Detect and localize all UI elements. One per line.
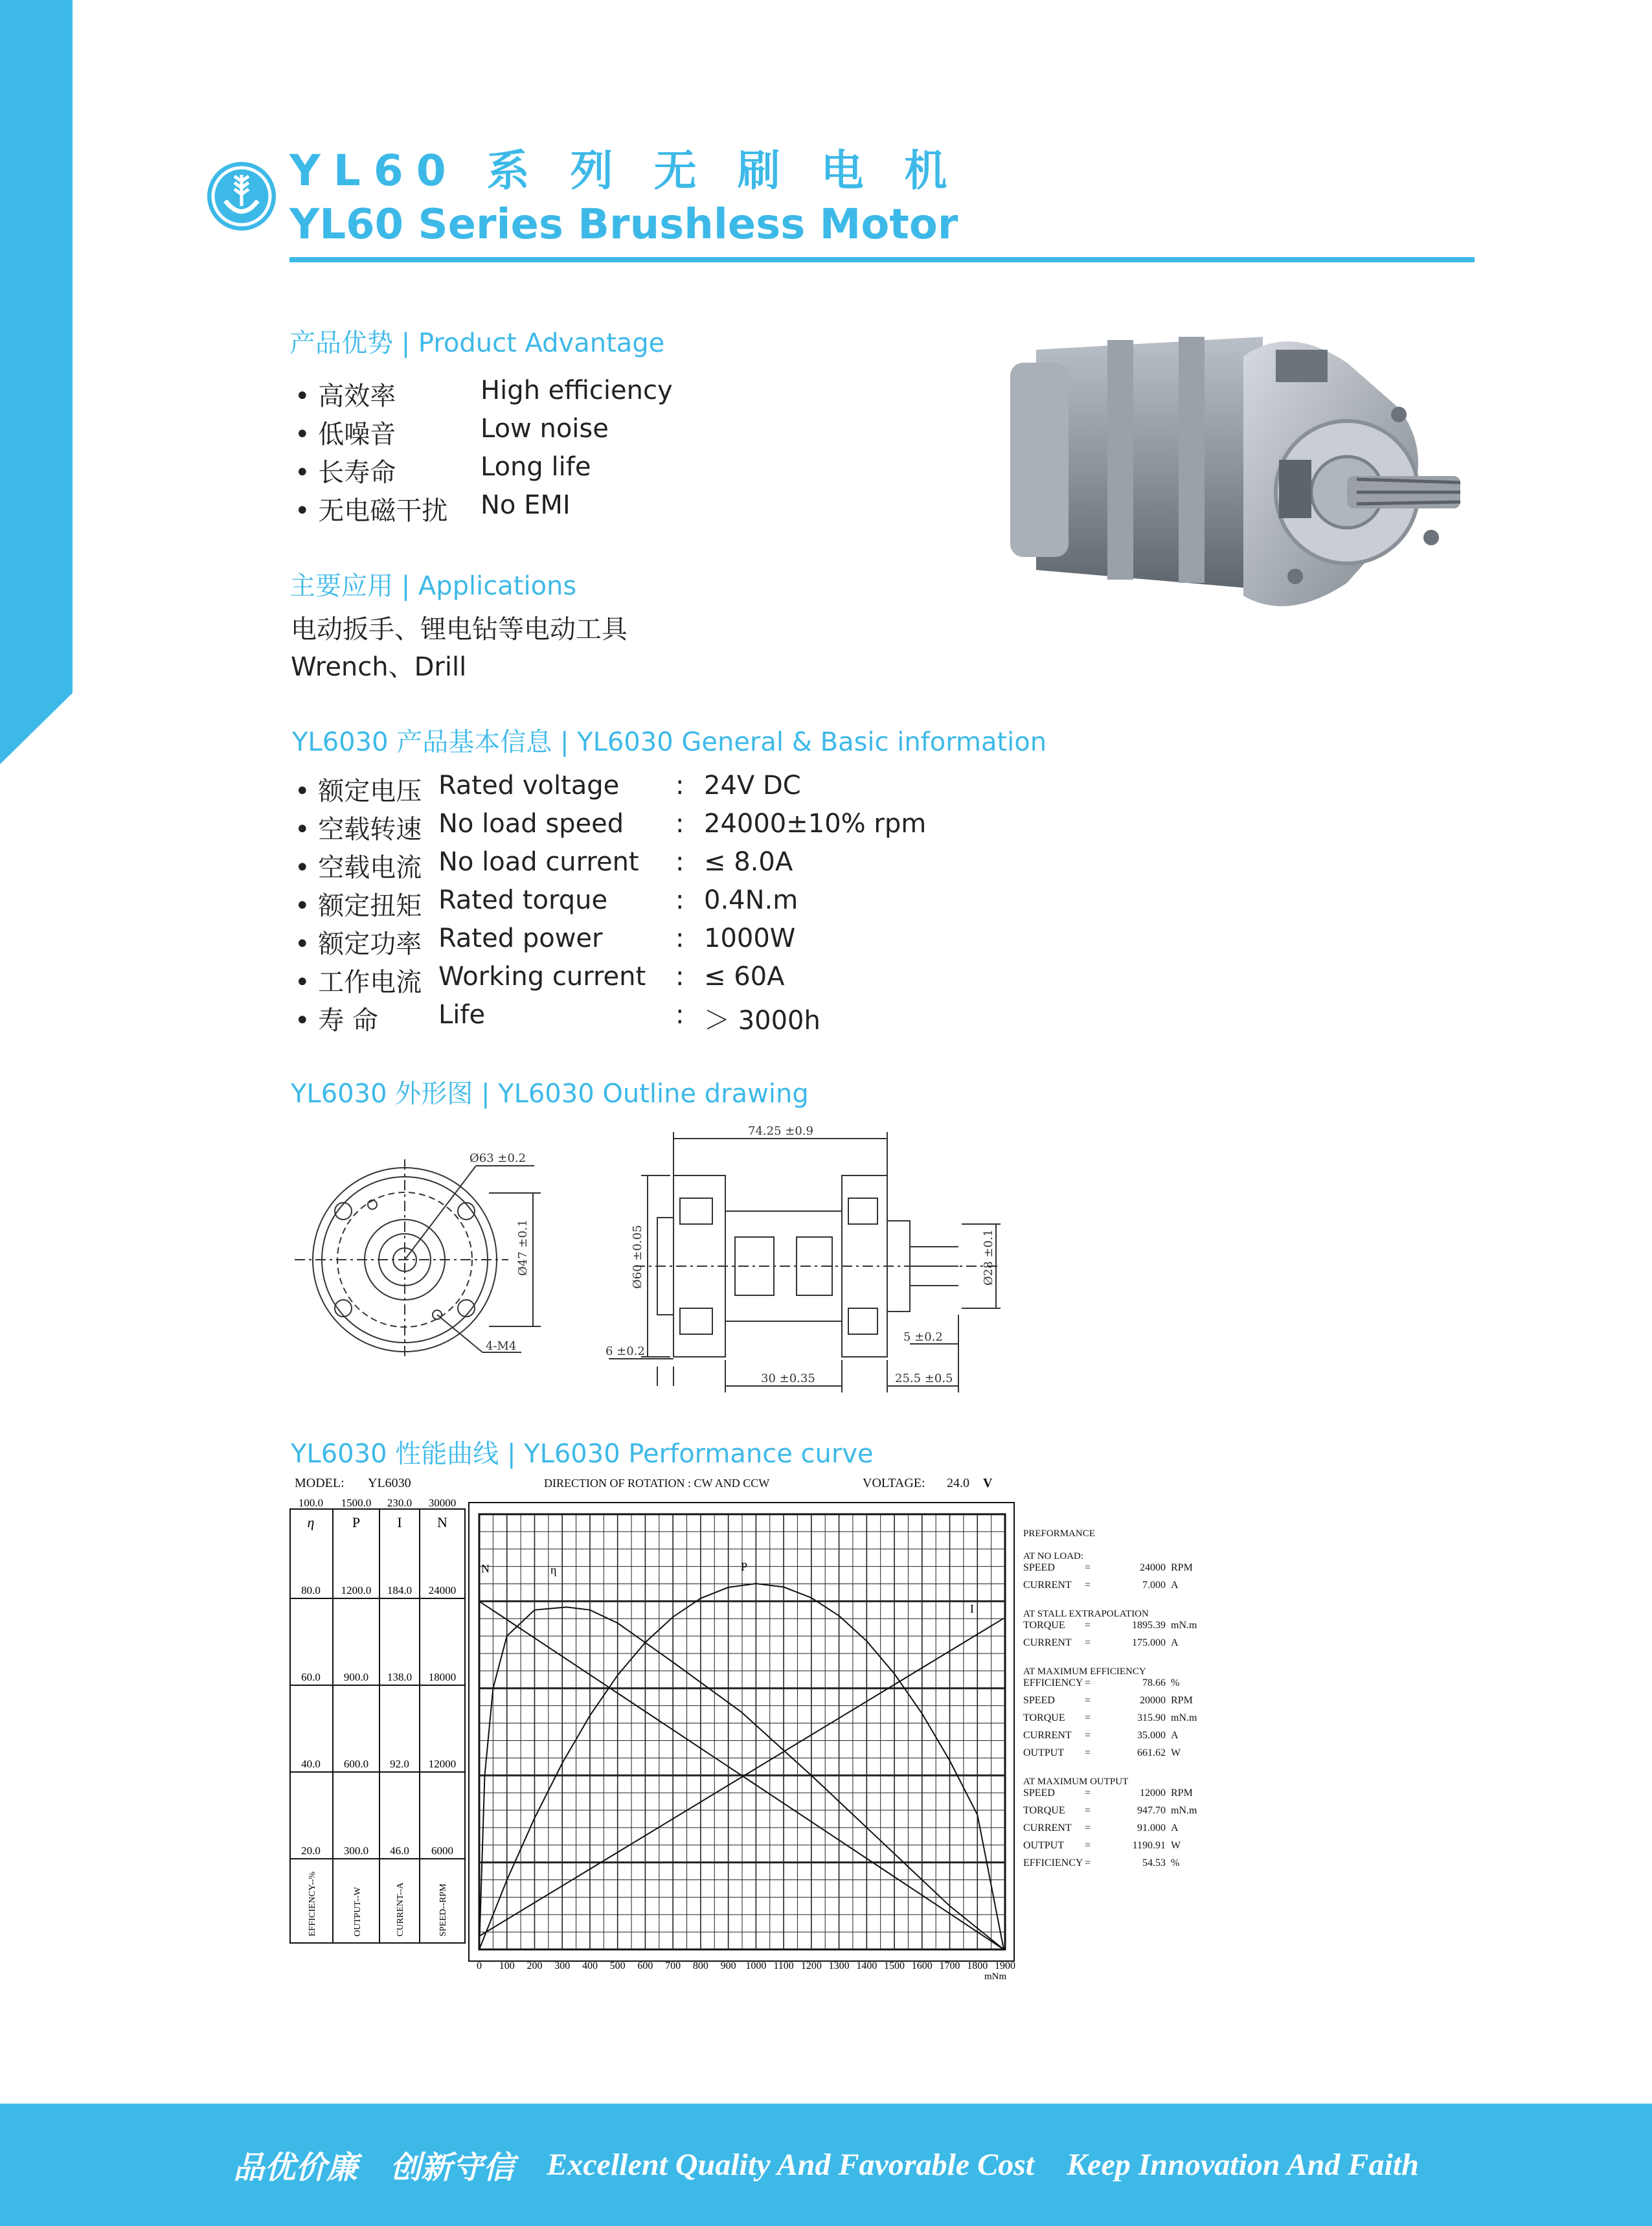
perf-row: OUTPUT = 661.62 W (1023, 1747, 1181, 1758)
x-tick-label: 800 (692, 1960, 708, 1971)
spec-list: • 额定电压 Rated voltage : 24V DC • 空载转速 No load speed : 24000±10% rpm • 空载电流 No load current : ≤ 8.0A • 额定扭矩 Rated torque : 0.4N.m • 额定功率 Rated power : 1000W • 工作电流 Working current : ≤ 60A • 寿 命 Life : ＞ 3000h (295, 771, 927, 1036)
svg-text:30000: 30000 (428, 1497, 457, 1509)
svg-text:12000: 12000 (428, 1758, 457, 1770)
company-logo-icon (206, 161, 277, 232)
dim-label: 25.5 ±0.5 (895, 1372, 953, 1385)
perf-group-no-load: AT NO LOAD: SPEED = 24000 RPM CURRENT = 7.000 A (1023, 1551, 1217, 1597)
svg-text:46.0: 46.0 (390, 1845, 409, 1857)
x-tick-label: 1200 (800, 1960, 822, 1971)
x-tick-labels (477, 1960, 1015, 1971)
svg-text:SPEED--RPM: SPEED--RPM (438, 1883, 448, 1936)
svg-text:1500.0: 1500.0 (341, 1497, 372, 1509)
section-title-advantage: 产品优势 | Product Advantage (289, 328, 665, 358)
curve-p (479, 1584, 1004, 1949)
svg-text:I: I (397, 1514, 402, 1530)
dim-label: Ø47 ±0.1 (516, 1219, 530, 1276)
x-tick-label: 1600 (911, 1960, 933, 1971)
x-tick-label: 1000 (745, 1960, 767, 1971)
perf-row: CURRENT = 35.000 A (1023, 1730, 1179, 1741)
footer-slogan-en-1: Excellent Quality And Favorable Cost (547, 2148, 1035, 2182)
performance-summary (1023, 1528, 1217, 1875)
svg-text:EFFICIENCY--%: EFFICIENCY--% (308, 1871, 317, 1936)
curve-i (479, 1618, 1004, 1936)
section-title-outline: YL6030 外形图 | YL6030 Outline drawing (291, 1079, 809, 1109)
svg-text:80.0: 80.0 (301, 1584, 321, 1596)
outline-side-view (596, 1120, 1010, 1392)
x-tick-label: 0 (477, 1960, 482, 1971)
curve-efficiency (479, 1607, 1004, 1949)
performance-curves (479, 1584, 1004, 1949)
perf-group-stall: AT STALL EXTRAPOLATION TORQUE = 1895.39 mN.m CURRENT = 175.000 A (1023, 1609, 1217, 1655)
dim-label: 5 ±0.2 (903, 1330, 943, 1344)
x-tick-label: 1100 (773, 1960, 794, 1971)
voltage-label: VOLTAGE: (863, 1476, 925, 1490)
page-title-cn: YL60 系 列 无 刷 电 机 (289, 146, 960, 196)
curve-label-n: N (481, 1562, 490, 1575)
dim-label: 4-M4 (486, 1339, 517, 1353)
svg-text:60.0: 60.0 (301, 1671, 321, 1683)
footer-slogan (0, 2104, 1652, 2226)
voltage-value: 24.0 (947, 1476, 969, 1490)
dim-label: Ø60 ±0.05 (631, 1225, 644, 1289)
footer-slogan-cn-1: 品优价廉 (233, 2150, 358, 2186)
x-tick-label: 600 (637, 1960, 653, 1971)
x-tick-label: 1300 (828, 1960, 850, 1971)
svg-text:230.0: 230.0 (387, 1497, 413, 1509)
side-decoration-band (0, 0, 73, 764)
perf-group-max-output: AT MAXIMUM OUTPUT SPEED = 12000 RPM TORQUE = 947.70 mN.m CURRENT = 91.000 A OUTPUT = 1190.91 W EFFICIENCY = 54.53 % (1023, 1777, 1217, 1875)
perf-group-max-efficiency: AT MAXIMUM EFFICIENCY EFFICIENCY = 78.66 % SPEED = 20000 RPM TORQUE = 315.90 mN.m CURRENT = 35.000 A OUTPUT = 661.62 W (1023, 1666, 1217, 1765)
curve-label-eta: η (550, 1563, 557, 1576)
model-label: MODEL: (295, 1476, 345, 1490)
dim-label: 6 ±0.2 (605, 1345, 645, 1358)
perf-row: CURRENT = 91.000 A (1023, 1823, 1179, 1834)
svg-text:184.0: 184.0 (387, 1584, 413, 1596)
perf-row: OUTPUT = 1190.91 W (1023, 1840, 1181, 1851)
applications-en: Wrench、Drill (291, 652, 467, 682)
svg-text:OUTPUT--W: OUTPUT--W (353, 1887, 363, 1936)
svg-text:40.0: 40.0 (301, 1758, 321, 1770)
curve-label-p: P (741, 1560, 748, 1573)
svg-text:η: η (307, 1514, 315, 1530)
x-tick-label: 1500 (884, 1960, 905, 1971)
svg-text:18000: 18000 (428, 1671, 457, 1683)
x-axis-unit: mNm (984, 1971, 1007, 1982)
model-value: YL6030 (368, 1476, 411, 1490)
svg-text:24000: 24000 (428, 1584, 457, 1596)
rotation-direction: DIRECTION OF ROTATION : CW AND CCW (544, 1477, 770, 1490)
svg-text:20.0: 20.0 (301, 1845, 321, 1857)
perf-row: EFFICIENCY = 78.66 % (1023, 1677, 1180, 1688)
perf-row: CURRENT = 7.000 A (1023, 1580, 1179, 1591)
perf-row: SPEED = 24000 RPM (1023, 1562, 1193, 1573)
axis-scale-table (290, 1497, 465, 1943)
x-tick-label: 1400 (856, 1960, 877, 1971)
svg-text:900.0: 900.0 (343, 1671, 369, 1683)
dim-label: 74.25 ±0.9 (748, 1124, 813, 1138)
x-tick-label: 1700 (939, 1960, 960, 1971)
perf-row: TORQUE = 947.70 mN.m (1023, 1805, 1197, 1816)
advantage-list: • 高效率 High efficiency • 低噪音 Low noise • 长寿命 Long life • 无电磁干扰 No EMI (295, 376, 673, 526)
svg-text:92.0: 92.0 (390, 1758, 409, 1770)
svg-text:P: P (352, 1514, 361, 1530)
x-tick-label: 1800 (967, 1960, 988, 1971)
svg-text:1200.0: 1200.0 (341, 1584, 372, 1596)
perf-row: TORQUE = 315.90 mN.m (1023, 1712, 1197, 1723)
motor-photo (984, 311, 1477, 648)
header-divider (289, 257, 1475, 262)
svg-text:300.0: 300.0 (343, 1845, 369, 1857)
curve-label-i: I (970, 1602, 974, 1615)
x-tick-label: 400 (582, 1960, 598, 1971)
outline-front-view (295, 1146, 554, 1360)
dim-label: Ø28 ±0.1 (982, 1229, 995, 1286)
svg-text:6000: 6000 (431, 1845, 453, 1857)
perf-row: EFFICIENCY = 54.53 % (1023, 1857, 1180, 1868)
x-tick-label: 300 (554, 1960, 571, 1971)
voltage-unit: V (983, 1476, 993, 1490)
perf-row: CURRENT = 175.000 A (1023, 1637, 1179, 1648)
perf-row: TORQUE = 1895.39 mN.m (1023, 1620, 1197, 1631)
x-tick-label: 200 (526, 1960, 543, 1971)
svg-text:600.0: 600.0 (343, 1758, 369, 1770)
footer-slogan-cn-2: 创新守信 (390, 2150, 515, 2186)
x-tick-label: 500 (609, 1960, 626, 1971)
x-tick-label: 900 (720, 1960, 736, 1971)
svg-text:100.0: 100.0 (298, 1497, 324, 1509)
perf-heading: PREFORMANCE (1023, 1528, 1095, 1539)
x-tick-label: 700 (665, 1960, 681, 1971)
x-tick-label: 1900 (995, 1960, 1015, 1971)
perf-row: SPEED = 20000 RPM (1023, 1695, 1193, 1706)
svg-text:N: N (437, 1514, 447, 1530)
perf-row: SPEED = 12000 RPM (1023, 1788, 1193, 1799)
x-tick-label: 100 (499, 1960, 515, 1971)
section-title-performance: YL6030 性能曲线 | YL6030 Performance curve (291, 1439, 874, 1469)
footer-slogan-en-2: Keep Innovation And Faith (1067, 2148, 1419, 2182)
svg-text:138.0: 138.0 (387, 1671, 413, 1683)
svg-text:CURRENT--A: CURRENT--A (396, 1882, 405, 1936)
section-title-general: YL6030 产品基本信息 | YL6030 General & Basic information (292, 727, 1047, 757)
dim-label: 30 ±0.35 (761, 1372, 815, 1385)
performance-chart (285, 1470, 1023, 1988)
section-title-applications: 主要应用 | Applications (289, 571, 577, 601)
page-title-en: YL60 Series Brushless Motor (289, 201, 958, 249)
applications-cn: 电动扳手、锂电钻等电动工具 (291, 615, 628, 644)
dim-label: Ø63 ±0.2 (470, 1152, 526, 1165)
